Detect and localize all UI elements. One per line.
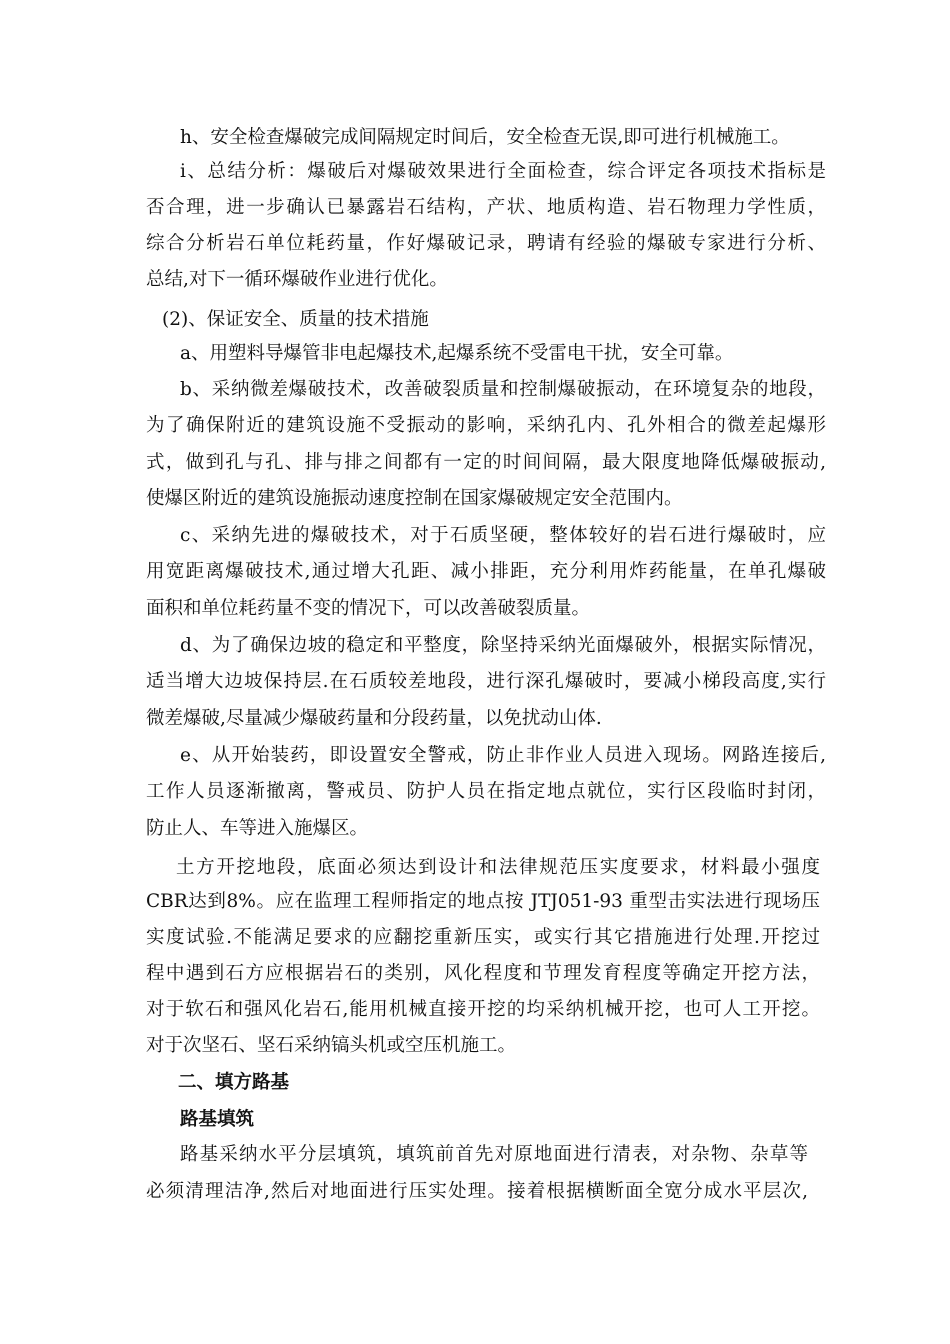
paragraph-line: 总结,对下一循环爆破作业进行优化。 [146,269,448,290]
paragraph-line: CBR达到8%。应在监理工程师指定的地点按 JTJ051-93 重型击实法进行现场压 [146,891,820,912]
paragraph-line: 实度试验.不能满足要求的应翻挖重新压实，或实行其它措施进行处理.开挖过 [146,927,820,948]
paragraph-line: 适当增大边坡保持层.在石质较差地段，进行深孔爆破时，要减小梯段高度,实行 [146,671,826,692]
paragraph-line: e、从开始装药，即设置安全警戒，防止非作业人员进入现场。网路连接后, [180,745,826,766]
paragraph-line: 对于软石和强风化岩石,能用机械直接开挖的均采纳机械开挖，也可人工开挖。 [146,999,820,1020]
section-heading: 二、填方路基 [178,1072,290,1093]
paragraph-line: 用宽距离爆破技术,通过增大孔距、减小排距，充分利用炸药能量，在单孔爆破 [146,561,826,582]
paragraph-line: i、总结分析：爆破后对爆破效果进行全面检查，综合评定各项技术指标是 [180,161,826,182]
paragraph-line: d、为了确保边坡的稳定和平整度，除坚持采纳光面爆破外，根据实际情况， [180,635,826,656]
paragraph-line: 微差爆破,尽量减少爆破药量和分段药量，以免扰动山体. [146,708,602,729]
paragraph-line: 工作人员逐渐撤离，警戒员、防护人员在指定地点就位，实行区段临时封闭， [146,781,826,802]
paragraph-line: b、采纳微差爆破技术，改善破裂质量和控制爆破振动，在环境复杂的地段， [180,379,826,400]
section-heading: (2)、保证安全、质量的技术措施 [162,309,429,330]
paragraph-line: 否合理，进一步确认已暴露岩石结构，产状、地质构造、岩石物理力学性质， [146,197,826,218]
paragraph-line: 式，做到孔与孔、排与排之间都有一定的时间间隔，最大限度地降低爆破振动, [146,452,826,473]
paragraph-line: 使爆区附近的建筑设施振动速度控制在国家爆破规定安全范围内。 [146,488,683,509]
paragraph-line: 为了确保附近的建筑设施不受振动的影响，采纳孔内、孔外相合的微差起爆形 [146,415,826,436]
paragraph-line: h、安全检查爆破完成间隔规定时间后，安全检查无误,即可进行机械施工。 [180,127,790,148]
paragraph-line: 必须清理洁净,然后对地面进行压实处理。接着根据横断面全宽分成水平层次, [146,1181,808,1202]
paragraph-line: a、用塑料导爆管非电起爆技术,起爆系统不受雷电干扰，安全可靠。 [180,343,734,364]
paragraph-line: 土方开挖地段，底面必须达到设计和法律规范压实度要求，材料最小强度 [176,857,820,878]
paragraph-line: 面积和单位耗药量不变的情况下，可以改善破裂质量。 [146,598,591,619]
paragraph-line: 程中遇到石方应根据岩石的类别，风化程度和节理发育程度等确定开挖方法， [146,963,820,984]
paragraph-line: 防止人、车等进入施爆区。 [146,818,369,839]
paragraph-line: 对于次坚石、坚石采纳镐头机或空压机施工。 [146,1035,517,1056]
paragraph-line: 路基采纳水平分层填筑，填筑前首先对原地面进行清表，对杂物、杂草等 [180,1144,808,1165]
subsection-heading: 路基填筑 [180,1109,255,1130]
paragraph-line: c、采纳先进的爆破技术，对于石质坚硬，整体较好的岩石进行爆破时，应 [180,525,826,546]
paragraph-line: 综合分析岩石单位耗药量，作好爆破记录，聘请有经验的爆破专家进行分析、 [146,233,826,254]
